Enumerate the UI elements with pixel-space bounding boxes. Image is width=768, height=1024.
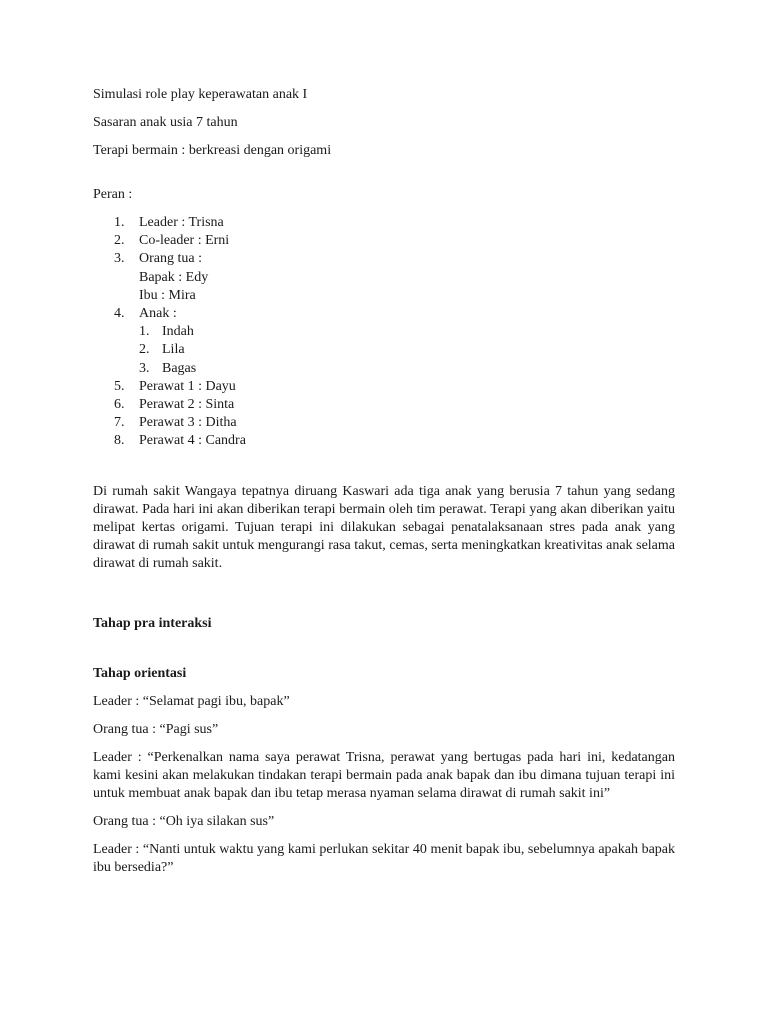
role-sub-father: Bapak : Edy (139, 269, 209, 285)
document-title: Simulasi role play keperawatan anak I (93, 87, 308, 102)
role-item (93, 250, 675, 305)
role-text: Perawat 3 : Ditha (139, 415, 237, 431)
role-text: Orang tua : (139, 251, 202, 267)
therapy-line: Terapi bermain : berkreasi dengan origami (93, 143, 332, 158)
role-sub-mother: Ibu : Mira (139, 287, 196, 303)
child-name: Bagas (162, 360, 197, 376)
dialogue-line: Orang tua : “Oh iya silakan sus” (93, 813, 275, 829)
roles-list (93, 214, 675, 451)
role-number: 7. (114, 415, 125, 431)
child-number: 3. (139, 360, 150, 376)
role-number: 2. (114, 233, 125, 249)
role-text: Perawat 2 : Sinta (139, 397, 235, 413)
role-item (93, 432, 675, 450)
roles-label: Peran : (93, 187, 133, 202)
child-name: Lila (162, 342, 185, 358)
role-text: Co-leader : Erni (139, 233, 230, 249)
role-item (93, 305, 675, 378)
dialogue-line: Leader : “Perkenalkan nama saya perawat Trisna, perawat yang bertugas pada hari ini, kedatangan kami kesini akan melakukan tindakan terapi bermain pada anak bapak dan ibu dimana tujuan terapi ini untuk membuat anak bapak dan ibu tetap merasa nyaman selama dirawat di rumah sakit ini” (93, 749, 675, 801)
child-item (139, 323, 675, 341)
children-list (139, 323, 675, 378)
child-number: 2. (139, 342, 150, 358)
role-number: 8. (114, 433, 125, 449)
role-text: Perawat 1 : Dayu (139, 378, 236, 394)
role-item (93, 396, 675, 414)
child-item (139, 341, 675, 359)
target-age-line: Sasaran anak usia 7 tahun (93, 115, 238, 130)
dialogue-line: Leader : “Selamat pagi ibu, bapak” (93, 693, 290, 709)
role-number: 6. (114, 397, 125, 413)
role-number: 5. (114, 378, 125, 394)
dialogue-line: Leader : “Nanti untuk waktu yang kami perlukan sekitar 40 menit bapak ibu, sebelumnya apakah bapak ibu bersedia?” (93, 841, 675, 875)
role-text: Perawat 4 : Candra (139, 433, 246, 449)
role-item (93, 232, 675, 250)
role-item (93, 214, 675, 232)
section-heading-pra-interaksi: Tahap pra interaksi (93, 615, 212, 631)
role-text: Anak : (139, 306, 177, 322)
role-text: Leader : Trisna (139, 215, 224, 230)
role-number: 3. (114, 251, 125, 267)
dialogue-line: Orang tua : “Pagi sus” (93, 721, 219, 737)
role-item (93, 378, 675, 396)
section-heading-orientasi: Tahap orientasi (93, 665, 187, 681)
child-item (139, 360, 675, 378)
document-page (93, 86, 675, 887)
story-paragraph: Di rumah sakit Wangaya tepatnya diruang Kaswari ada tiga anak yang berusia 7 tahun yang sedang dirawat. Pada hari ini akan diberikan terapi bermain oleh tim perawat. Terapi yang akan diberikan yaitu melipat kertas origami. Tujuan terapi ini dilakukan sebagai penatalaksanaan stres pada anak yang dirawat di rumah sakit untuk mengurangi rasa takut, cemas, serta meningkatkan kreativitas anak selama dirawat di rumah sakit. (93, 483, 675, 571)
child-number: 1. (139, 324, 150, 340)
role-item (93, 414, 675, 432)
child-name: Indah (162, 324, 194, 340)
role-number: 1. (114, 215, 125, 230)
role-number: 4. (114, 306, 125, 322)
